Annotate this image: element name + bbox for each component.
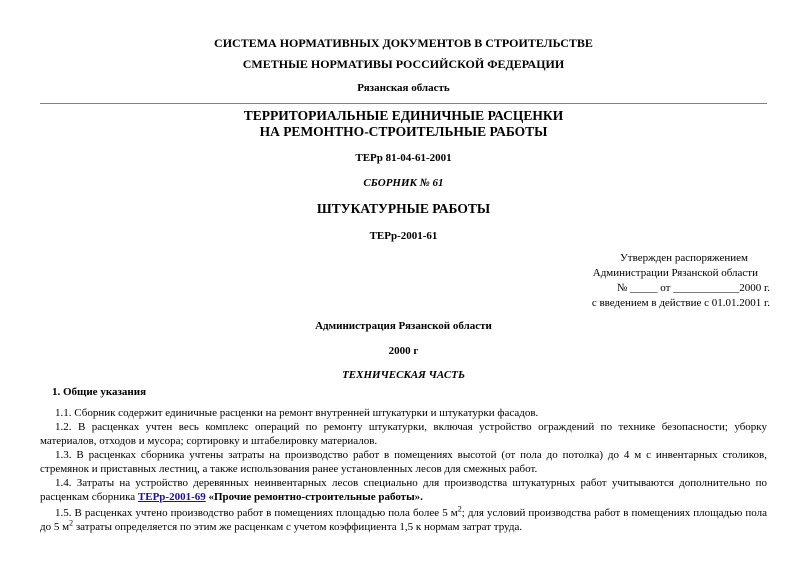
paragraph-1-1	[40, 406, 767, 420]
document-title-line1: ТЕРРИТОРИАЛЬНЫЕ ЕДИНИЧНЫЕ РАСЦЕНКИ	[243, 108, 564, 123]
paragraph-1-5-text-a: 1.5. В расценках учтено производство работ в помещениях площадью пола более 5 м	[55, 507, 458, 519]
approval-block	[570, 251, 770, 311]
paragraph-1-5	[40, 506, 767, 534]
paragraph-1-3-text: 1.3. В расценках сборника учтены затраты на производство работ в помещениях высотой (от пола до потолка) до 4 м с инвентарных столиков, стремянок и приставных лестниц, а также использования ранее установленных лесов для смежных работ.	[40, 449, 767, 475]
header-norms-title: СМЕТНЫЕ НОРМАТИВЫ РОССИЙСКОЙ ФЕДЕРАЦИИ	[242, 57, 565, 71]
paragraph-1-4	[40, 476, 767, 504]
collection-number: СБОРНИК № 61	[363, 177, 444, 189]
superscript-square: 2	[69, 518, 74, 528]
collection-subject: ШТУКАТУРНЫЕ РАБОТЫ	[316, 201, 491, 216]
paragraph-1-5-text-b: ; для условий производства работ в помещениях площадью пола до 5 м	[40, 507, 767, 533]
header-region: Рязанская область	[357, 82, 450, 94]
subsection-title: 1. Общие указания	[52, 386, 147, 398]
superscript-square: 2	[457, 504, 462, 514]
section-title: ТЕХНИЧЕСКАЯ ЧАСТЬ	[342, 369, 465, 381]
approval-line1: Утвержден распоряжением	[620, 252, 748, 264]
document-title-line2: НА РЕМОНТНО-СТРОИТЕЛЬНЫЕ РАБОТЫ	[259, 124, 548, 139]
header-system-title: СИСТЕМА НОРМАТИВНЫХ ДОКУМЕНТОВ В СТРОИТЕЛЬСТВЕ	[214, 36, 593, 50]
paragraph-1-3	[40, 448, 767, 476]
paragraph-1-2	[40, 420, 767, 448]
paragraph-1-2-text: 1.2. В расценках учтен весь комплекс операций по ремонту штукатурки, включая устройство ограждений по технике безопасности; уборку материалов, отходов и мусора; сортировку и штабелировку материалов.	[40, 421, 767, 447]
approval-line4: с введением в действие с 01.01.2001 г.	[591, 297, 770, 309]
approval-line3: № _____ от ____________2000 г.	[616, 282, 770, 294]
issuer: Администрация Рязанской области	[315, 320, 492, 332]
paragraph-1-4-text: 1.4. Затраты на устройство деревянных неинвентарных лесов специально для производства штукатурных работ учитываются дополнительно по расценкам сборника	[40, 477, 767, 503]
approval-line2: Администрации Рязанской области	[592, 267, 758, 279]
paragraph-1-4-collection-name: «Прочие ремонтно-строительные работы».	[205, 491, 423, 503]
header-divider	[40, 103, 767, 104]
paragraph-1-5-text-c: затраты определяется по этим же расценкам с учетом коэффициента 1,5 к нормам затрат труда.	[73, 521, 523, 533]
collection-code: ТЕРр-2001-61	[369, 230, 438, 242]
document-code: ТЕРр 81-04-61-2001	[355, 152, 452, 164]
link-terr-2001-69[interactable]: ТЕРр-2001-69	[137, 491, 206, 503]
paragraph-1-1-text: 1.1. Сборник содержит единичные расценки на ремонт внутренней штукатурки и штукатурки фасадов.	[55, 407, 539, 419]
year: 2000 г	[388, 345, 419, 357]
